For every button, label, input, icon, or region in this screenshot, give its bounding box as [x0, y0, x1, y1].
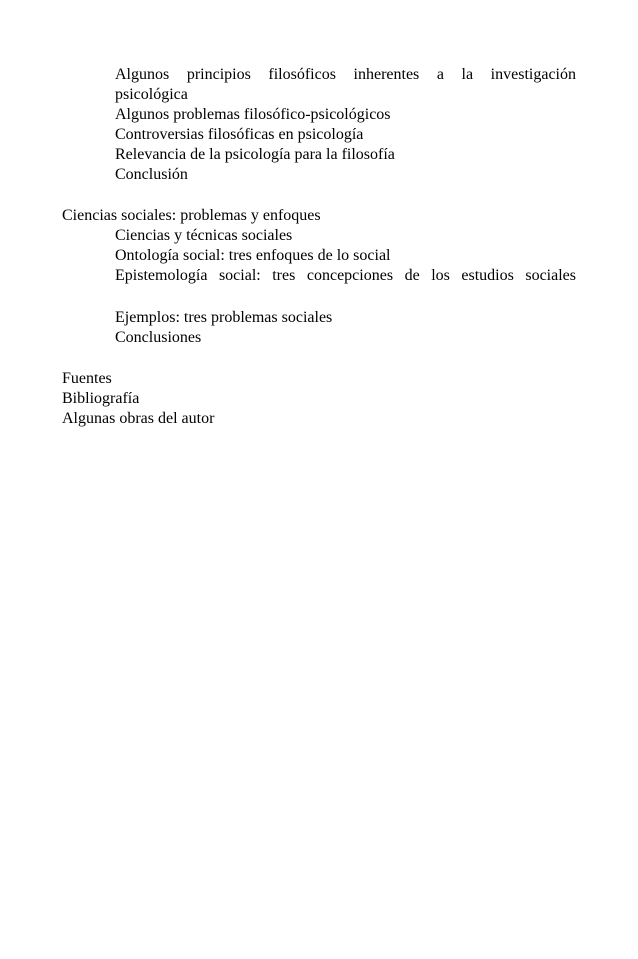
toc-back-matter-item: Bibliografía	[62, 390, 140, 407]
toc-entry: Conclusión	[115, 166, 188, 183]
toc-back-matter-item: Algunas obras del autor	[62, 410, 215, 427]
toc-entry: Algunos principios filosóficos inherentes a la investigación	[115, 66, 576, 83]
toc-entry: Ejemplos: tres problemas sociales	[115, 309, 333, 326]
toc-entry: Ciencias y técnicas sociales	[115, 227, 293, 244]
toc-back-matter-item: Fuentes	[62, 370, 112, 387]
toc-entry-continuation: psicológica	[115, 86, 188, 103]
toc-entry: Relevancia de la psicología para la filosofía	[115, 146, 395, 163]
toc-entry: Algunos problemas filosófico-psicológicos	[115, 106, 391, 123]
toc-entry: Conclusiones	[115, 329, 202, 346]
toc-entry: Controversias filosóficas en psicología	[115, 126, 364, 143]
toc-entry: Ontología social: tres enfoques de lo social	[115, 247, 391, 264]
toc-entry: Epistemología social: tres concepciones de los estudios sociales	[115, 267, 576, 284]
toc-section-heading: Ciencias sociales: problemas y enfoques	[62, 207, 321, 224]
